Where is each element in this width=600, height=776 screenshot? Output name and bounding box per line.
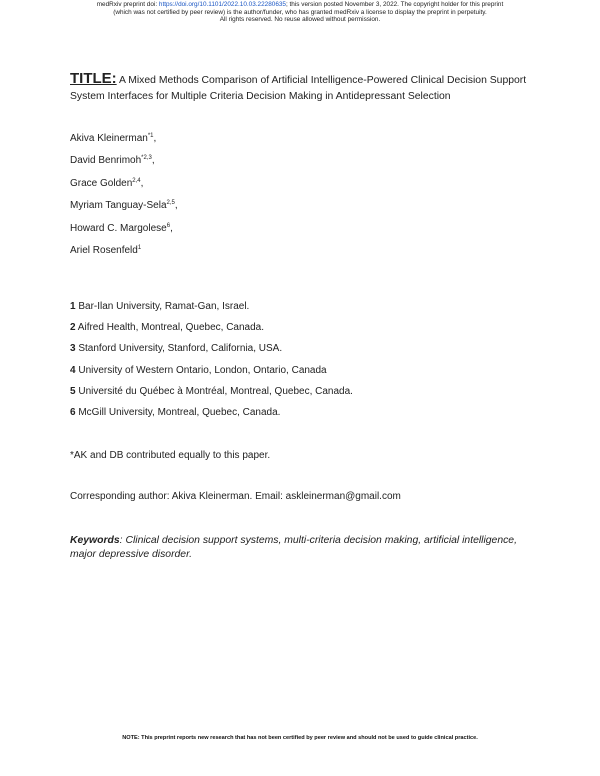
keywords	[70, 534, 540, 561]
author-item: Ariel Rosenfeld$^1$	[70, 244, 142, 256]
header-line-3: All rights reserved. No reuse allowed without permission.	[219, 16, 381, 24]
preprint-header	[0, 1, 600, 24]
doi-link[interactable]: https://doi.org/10.1101/2022.10.03.22280635	[158, 1, 286, 8]
header-prefix: medRxiv preprint doi:	[96, 1, 159, 8]
affiliation-list	[70, 300, 353, 427]
title-text: A Mixed Methods Comparison of Artificial Intelligence-Powered Clinical Decision Support System Interfaces for Multiple Criteria Decision Making in Antidepressant Selection	[70, 75, 527, 102]
contribution-note: *AK and DB contributed equally to this paper.	[70, 450, 271, 461]
author-item: David Benrimoh$^{*2,3}$,	[70, 155, 155, 167]
affiliation-item: 6 McGill University, Montreal, Quebec, Canada.	[70, 406, 281, 418]
affiliation-item: 5 Université du Québec à Montréal, Montreal, Quebec, Canada.	[70, 385, 353, 397]
affiliation-item: 2 Aifred Health, Montreal, Quebec, Canada.	[70, 322, 265, 334]
affiliation-item: 3 Stanford University, Stanford, California, USA.	[70, 343, 283, 355]
author-item: Howard C. Margolese$^6$,	[70, 222, 173, 234]
header-line-2: (which was not certified by peer review) is the author/funder, who has granted medRxiv a license to display the preprint in perpetuity.	[113, 8, 487, 16]
header-suffix: ; this version posted November 3, 2022. The copyright holder for this preprint	[285, 1, 504, 8]
keywords-label: Keywords	[70, 535, 120, 546]
header-line-1	[0, 1, 600, 9]
affiliation-item: 4 University of Western Ontario, London, Ontario, Canada	[70, 364, 327, 376]
title-label: TITLE:	[70, 70, 117, 87]
author-item: Akiva Kleinerman$^{*1}$,	[70, 133, 157, 144]
corresponding-author: Corresponding author: Akiva Kleinerman. Email: askleinerman@gmail.com	[70, 491, 401, 502]
paper-title	[70, 71, 540, 105]
author-item: Grace Golden$^{2,4}$,	[70, 177, 144, 189]
preprint-footer-note: NOTE: This preprint reports new research that has not been certified by peer review and should not be used to guide clinical practice.	[122, 735, 478, 741]
author-item: Myriam Tanguay-Sela$^{2,5}$,	[70, 200, 178, 212]
keywords-text: : Clinical decision support systems, multi-criteria decision making, artificial intelligence, major depressive disorder.	[70, 535, 517, 560]
affiliation-item: 1 Bar-Ilan University, Ramat-Gan, Israel.	[70, 301, 250, 312]
author-list	[70, 129, 178, 263]
